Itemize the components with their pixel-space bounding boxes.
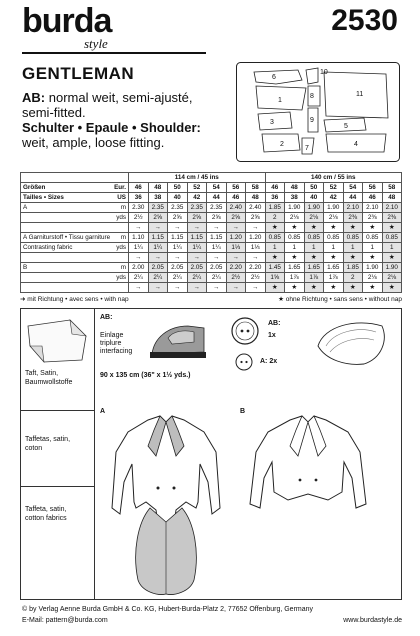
width-140-header: 140 cm / 55 ins: [265, 173, 402, 183]
m-cell: 1.65: [285, 263, 305, 273]
sym-cell: →: [168, 223, 188, 233]
sym-cell: →: [187, 223, 207, 233]
sym-cell: →: [129, 283, 149, 293]
yds-cell: 1: [324, 243, 344, 253]
yds-cell: 1⅓: [246, 243, 266, 253]
eur-size-cell: 46: [129, 183, 149, 193]
pattern-pieces-diagram: [236, 62, 400, 162]
eur-size-cell: 48: [285, 183, 305, 193]
m-cell: 2.05: [168, 263, 188, 273]
sym-cell: ★: [324, 283, 344, 293]
sym-cell: →: [129, 253, 149, 263]
unit-cell: m: [113, 203, 129, 213]
fabric-fr: Taffetas, satin, coton: [25, 436, 71, 452]
m-cell: 2.30: [129, 203, 149, 213]
m-cell: 1.90: [382, 263, 402, 273]
yds-cell: 2: [343, 273, 363, 283]
width-114-header: 114 cm / 45 ins: [129, 173, 266, 183]
pattern-title: GENTLEMAN: [22, 64, 135, 83]
sym-cell: ★: [382, 283, 402, 293]
sym-cell: ★: [285, 253, 305, 263]
yds-cell: 1: [382, 243, 402, 253]
pattern-description: [22, 90, 222, 150]
m-cell: 1.90: [324, 203, 344, 213]
m-cell: 1.20: [246, 233, 266, 243]
row-label: A: [21, 203, 113, 213]
piece-number: 8: [310, 93, 314, 100]
yds-cell: 2⅝: [226, 213, 246, 223]
sym-cell: →: [168, 283, 188, 293]
m-cell: 1.15: [187, 233, 207, 243]
table-corner: [21, 173, 129, 183]
yds-cell: 1¼: [168, 243, 188, 253]
sym-cell: →: [148, 253, 168, 263]
piece-number: 2: [280, 141, 284, 148]
m-cell: 2.35: [207, 203, 227, 213]
m-cell: 0.85: [363, 233, 383, 243]
yds-cell: 1¼: [187, 243, 207, 253]
eur-size-cell: 50: [304, 183, 324, 193]
eur-size-cell: 52: [187, 183, 207, 193]
sizes-label: Größen: [21, 183, 113, 193]
us-label: US: [113, 193, 129, 203]
with-nap-note: ➜ mit Richtung • avec sens • with nap: [20, 296, 129, 303]
m-cell: 0.85: [304, 233, 324, 243]
sym-cell: →: [148, 283, 168, 293]
row-label: A Garniturstoff • Tissu garniture: [21, 233, 113, 243]
yds-cell: 2⅜: [382, 213, 402, 223]
m-cell: 2.35: [148, 203, 168, 213]
eur-size-cell: 58: [246, 183, 266, 193]
m-cell: 1.20: [226, 233, 246, 243]
m-cell: 2.10: [343, 203, 363, 213]
yds-cell: 2¼: [168, 273, 188, 283]
piece-number: 4: [354, 141, 358, 148]
eur-size-cell: 50: [168, 183, 188, 193]
sym-cell: ★: [304, 283, 324, 293]
sym-cell: ★: [304, 253, 324, 263]
yds-cell: 2⅝: [168, 213, 188, 223]
m-cell: 2.40: [226, 203, 246, 213]
sym-cell: ★: [304, 223, 324, 233]
m-cell: 0.85: [265, 233, 285, 243]
yds-cell: 2⅜: [343, 213, 363, 223]
row-spacer: [21, 223, 113, 233]
sym-cell: →: [207, 253, 227, 263]
unit-cell: yds: [113, 213, 129, 223]
piece-number: 6: [272, 74, 276, 81]
table-row: [21, 253, 402, 263]
piece-number: 11: [356, 91, 364, 98]
m-cell: 1.15: [168, 233, 188, 243]
table-row: [21, 213, 402, 223]
table-row: [21, 223, 402, 233]
buttons-1x: 1x: [268, 332, 276, 339]
yds-cell: 2½: [129, 213, 149, 223]
m-cell: 1.90: [363, 263, 383, 273]
yds-cell: 2: [265, 213, 285, 223]
yds-cell: 2¼: [187, 273, 207, 283]
yds-cell: 2¼: [148, 273, 168, 283]
sym-cell: →: [148, 223, 168, 233]
sym-cell: ★: [343, 253, 363, 263]
eur-size-cell: 58: [382, 183, 402, 193]
desc-ab-label: AB:: [22, 90, 46, 105]
sym-cell: ★: [285, 223, 305, 233]
piece-number: 9: [310, 117, 314, 124]
us-size-cell: 42: [324, 193, 344, 203]
m-cell: 2.10: [363, 203, 383, 213]
eur-size-cell: 56: [363, 183, 383, 193]
sym-cell: →: [226, 283, 246, 293]
sizes-label-2: Tailles • Sizes: [21, 193, 113, 203]
us-size-cell: 40: [304, 193, 324, 203]
copyright-text: © by Verlag Aenne Burda GmbH & Co. KG, Hubert-Burda-Platz 2, 77652 Offenburg, Germany: [22, 606, 314, 613]
website-text: www.burdastyle.de: [343, 617, 402, 624]
unit-cell: [113, 283, 129, 293]
eur-size-cell: 54: [207, 183, 227, 193]
m-cell: 1.15: [148, 233, 168, 243]
nap-notes: [20, 295, 402, 303]
yds-cell: 2½: [226, 273, 246, 283]
yds-cell: 2¼: [129, 273, 149, 283]
yds-cell: 1: [285, 243, 305, 253]
sym-cell: →: [207, 283, 227, 293]
sym-cell: ★: [382, 223, 402, 233]
m-cell: 1.65: [324, 263, 344, 273]
yds-cell: 2⅜: [363, 213, 383, 223]
row-label: B: [21, 263, 113, 273]
us-size-cell: 36: [129, 193, 149, 203]
m-cell: 2.00: [129, 263, 149, 273]
email-text: E-Mail: pattern@burda.com: [22, 617, 108, 624]
m-cell: 1.90: [285, 203, 305, 213]
piece-number: 5: [344, 123, 348, 130]
sym-cell: ★: [324, 223, 344, 233]
buttons-a-2x: A: 2x: [260, 358, 278, 365]
sym-cell: →: [246, 223, 266, 233]
fabric-de: Taft, Satin, Baumwollstoffe: [25, 370, 73, 386]
sym-cell: →: [226, 223, 246, 233]
sym-cell: ★: [363, 223, 383, 233]
us-size-cell: 40: [168, 193, 188, 203]
sym-cell: →: [207, 223, 227, 233]
without-nap-note: ★ ohne Richtung • sans sens • without nap: [278, 296, 402, 303]
notions-ab-label-2: AB:: [268, 320, 281, 327]
yds-cell: 2¼: [207, 273, 227, 283]
yds-cell: 1¼: [207, 243, 227, 253]
sym-cell: →: [246, 283, 266, 293]
piece-number: 10: [320, 69, 328, 76]
m-cell: 1.45: [265, 263, 285, 273]
sym-cell: →: [168, 253, 188, 263]
yds-cell: 1: [265, 243, 285, 253]
eur-label: Eur.: [113, 183, 129, 193]
m-cell: 2.40: [246, 203, 266, 213]
view-b-label: B: [240, 408, 246, 415]
sym-cell: →: [246, 253, 266, 263]
fabric-column: [20, 308, 95, 600]
yds-cell: 1⅞: [285, 273, 305, 283]
button-large-icon: [230, 316, 260, 346]
yds-cell: 2⅛: [324, 213, 344, 223]
m-cell: 2.35: [187, 203, 207, 213]
row-sublabel: [21, 273, 113, 283]
row-sublabel: [21, 213, 113, 223]
piece-number: 1: [278, 97, 282, 104]
desc-shoulder-text: weit, ample, loose fitting.: [22, 135, 165, 150]
brand-logo: burda: [22, 2, 112, 40]
button-small-icon: [234, 352, 254, 372]
eur-size-cell: 56: [226, 183, 246, 193]
yds-cell: 2⅝: [148, 213, 168, 223]
view-a-label: A: [100, 408, 106, 415]
m-cell: 2.20: [246, 263, 266, 273]
view-a-tailcoat-drawing: [104, 412, 228, 598]
us-size-cell: 48: [246, 193, 266, 203]
us-size-cell: 38: [148, 193, 168, 203]
unit-cell: m: [113, 263, 129, 273]
interfacing-size: 90 x 135 cm (36" x 1½ yds.): [100, 372, 191, 379]
m-cell: 2.35: [168, 203, 188, 213]
m-cell: 0.85: [382, 233, 402, 243]
desc-ab-text: normal weit, semi-ajusté, semi-fitted.: [22, 90, 193, 120]
sym-cell: ★: [343, 223, 363, 233]
yds-cell: 2⅛: [363, 273, 383, 283]
yds-cell: 1: [363, 243, 383, 253]
yds-cell: 2⅛: [285, 213, 305, 223]
row-spacer: [21, 253, 113, 263]
yds-cell: 2⅝: [187, 213, 207, 223]
unit-cell: yds: [113, 273, 129, 283]
header-rule: [22, 52, 206, 54]
m-cell: 2.20: [226, 263, 246, 273]
yds-cell: 1⅞: [304, 273, 324, 283]
table-row: [21, 263, 402, 273]
sym-cell: ★: [324, 253, 344, 263]
sym-cell: ★: [265, 283, 285, 293]
shoulder-pad-icon: [312, 316, 394, 370]
us-size-cell: 46: [226, 193, 246, 203]
notions-ab-label: AB:: [100, 314, 113, 321]
view-b-jacket-drawing: [244, 412, 374, 512]
sym-cell: →: [129, 223, 149, 233]
desc-shoulder-label: Schulter • Epaule • Shoulder:: [22, 120, 201, 135]
yds-cell: 1¼: [148, 243, 168, 253]
sym-cell: →: [187, 283, 207, 293]
row-spacer: [21, 283, 113, 293]
table-row: [21, 283, 402, 293]
table-row: [21, 273, 402, 283]
pattern-number: 2530: [331, 4, 398, 37]
m-cell: 1.85: [343, 263, 363, 273]
yds-cell: 2⅝: [246, 213, 266, 223]
us-size-cell: 48: [382, 193, 402, 203]
sym-cell: →: [187, 253, 207, 263]
yardage-table: [20, 172, 402, 293]
row-sublabel: Contrasting fabric: [21, 243, 113, 253]
yds-cell: 1: [343, 243, 363, 253]
m-cell: 1.85: [265, 203, 285, 213]
unit-cell: yds: [113, 243, 129, 253]
unit-cell: [113, 253, 129, 263]
yds-cell: 1¼: [129, 243, 149, 253]
sym-cell: ★: [382, 253, 402, 263]
brand-sub: style: [84, 36, 108, 51]
us-size-cell: 44: [207, 193, 227, 203]
m-cell: 2.05: [148, 263, 168, 273]
m-cell: 2.10: [382, 203, 402, 213]
sym-cell: ★: [363, 283, 383, 293]
eur-size-cell: 46: [265, 183, 285, 193]
interfacing-label: Einlage triplure interfacing: [100, 332, 133, 355]
table-row: [21, 203, 402, 213]
eur-size-cell: 52: [324, 183, 344, 193]
sym-cell: →: [226, 253, 246, 263]
sym-cell: ★: [363, 253, 383, 263]
us-size-cell: 36: [265, 193, 285, 203]
unit-cell: m: [113, 233, 129, 243]
m-cell: 0.85: [285, 233, 305, 243]
yds-cell: 1⅝: [265, 273, 285, 283]
m-cell: 1.90: [304, 203, 324, 213]
sym-cell: ★: [343, 283, 363, 293]
m-cell: 0.85: [324, 233, 344, 243]
eur-size-cell: 54: [343, 183, 363, 193]
eur-size-cell: 48: [148, 183, 168, 193]
sym-cell: ★: [265, 223, 285, 233]
m-cell: 1.65: [304, 263, 324, 273]
us-size-cell: 38: [285, 193, 305, 203]
sym-cell: ★: [265, 253, 285, 263]
fabric-swatch-icon: [24, 316, 90, 366]
table-row: [21, 233, 402, 243]
yds-cell: 2⅝: [207, 213, 227, 223]
m-cell: 2.05: [187, 263, 207, 273]
us-size-cell: 44: [343, 193, 363, 203]
unit-cell: [113, 223, 129, 233]
piece-number: 3: [270, 119, 274, 126]
piece-number: 7: [305, 145, 309, 152]
yds-cell: 2½: [246, 273, 266, 283]
yds-cell: 1⅓: [226, 243, 246, 253]
sym-cell: ★: [285, 283, 305, 293]
us-size-cell: 42: [187, 193, 207, 203]
yds-cell: 2⅛: [304, 213, 324, 223]
yds-cell: 1⅞: [324, 273, 344, 283]
m-cell: 2.05: [207, 263, 227, 273]
m-cell: 0.85: [343, 233, 363, 243]
us-size-cell: 46: [363, 193, 383, 203]
fabric-en: Taffeta, satin, cotton fabrics: [25, 506, 67, 522]
yds-cell: 2⅛: [382, 273, 402, 283]
table-row: [21, 243, 402, 253]
m-cell: 1.10: [129, 233, 149, 243]
iron-icon: [148, 318, 210, 364]
m-cell: 1.15: [207, 233, 227, 243]
yds-cell: 1: [304, 243, 324, 253]
